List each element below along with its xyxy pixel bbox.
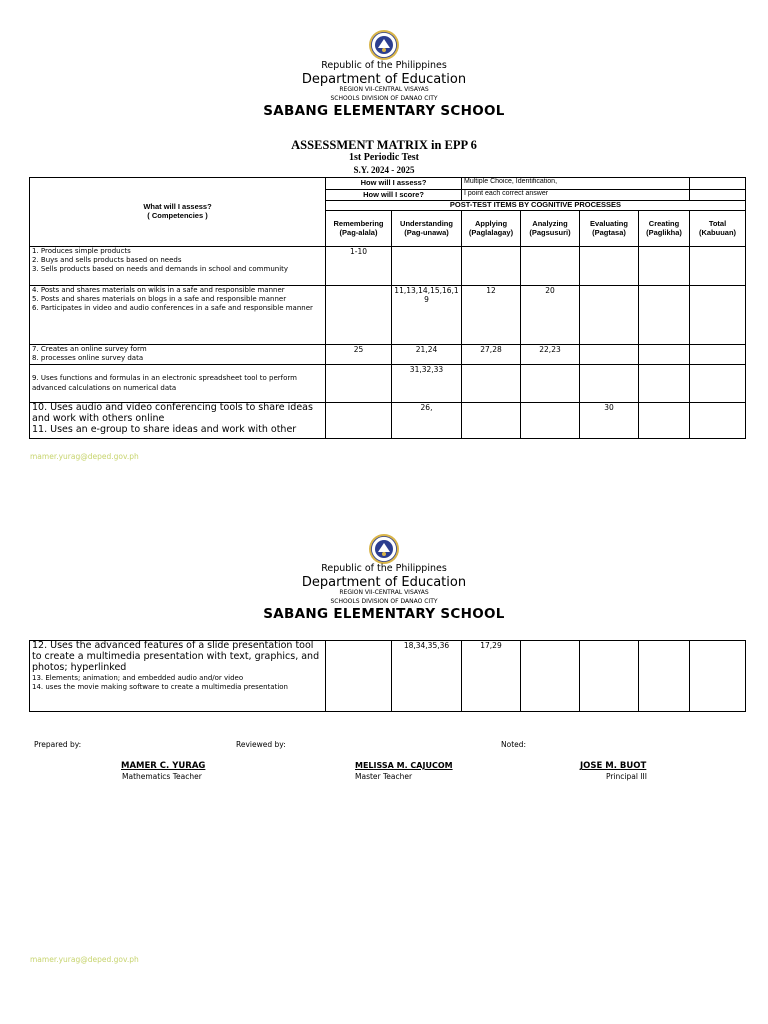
- assessment-matrix-table: [29, 177, 746, 439]
- col-applying: Applying (Paglalagay): [462, 211, 521, 247]
- reviewed-name: MELISSA M. CAJUCOM: [355, 761, 453, 770]
- prepared-name: MAMER C. YURAG: [121, 761, 206, 771]
- table-row: 7. Creates an online survey form 8. processes online survey data 25 21,24 27,28 22,23: [30, 345, 746, 365]
- periodic-test: 1st Periodic Test: [349, 152, 419, 163]
- footer-email: mamer.yurag@deped.gov.ph: [30, 452, 139, 461]
- competencies-label: ( Competencies ): [147, 211, 208, 220]
- school-name: SABANG ELEMENTARY SCHOOL: [263, 103, 505, 119]
- reviewed-label: Reviewed by:: [236, 740, 286, 749]
- region-text: REGION VII-CENTRAL VISAYAS: [339, 589, 429, 596]
- footer-email: mamer.yurag@deped.gov.ph: [30, 955, 139, 964]
- noted-role: Principal III: [606, 772, 647, 781]
- reviewed-role: Master Teacher: [355, 772, 413, 781]
- competencies-header: [30, 178, 326, 247]
- department-title: Department of Education: [301, 575, 467, 590]
- republic-text: Republic of the Philippines: [321, 563, 447, 574]
- col-understanding: Understanding (Pag-unawa): [392, 211, 462, 247]
- table-row: 4. Posts and shares materials on wikis in a safe and responsible manner 5. Posts and shares materials on blogs in a safe and responsible manner 6. Participates in video and audio conferences in a safe and responsible manner 11,13,14,15,16,19 12 20: [30, 286, 746, 345]
- col-evaluating: Evaluating (Pagtasa): [580, 211, 639, 247]
- prepared-label: Prepared by:: [34, 740, 82, 749]
- department-title: Department of Education: [301, 72, 467, 87]
- col-remembering: Remembering (Pag-alala): [326, 211, 392, 247]
- competency-cell: 12. Uses the advanced features of a slide presentation tool to create a multimedia presentation with text, graphics, and photos; hyperlinked 13. Elements; animation; and embedded audio and/or video 14. uses the movie making software to create a multimedia presentation: [30, 641, 326, 712]
- table-row: 12. Uses the advanced features of a slide presentation tool to create a multimedia presentation with text, graphics, and photos; hyperlinked 13. Elements; animation; and embedded audio and/or video 14. uses the movie making software to create a multimedia presentation 18,34,35,36 17,29: [30, 641, 746, 712]
- competency-cell: 9. Uses functions and formulas in an electronic spreadsheet tool to perform advanced calculations on numerical data: [30, 365, 326, 403]
- table-row: 1. Produces simple products 2. Buys and sells products based on needs 3. Sells products based on needs and demands in school and community 1-10: [30, 247, 746, 286]
- noted-name: JOSE M. BUOT: [580, 761, 647, 771]
- republic-text: Republic of the Philippines: [321, 60, 447, 71]
- school-year: S.Y. 2024 - 2025: [353, 165, 415, 175]
- post-test-header: POST-TEST ITEMS BY COGNITIVE PROCESSES: [326, 201, 746, 211]
- col-analyzing: Analyzing (Pagsusuri): [521, 211, 580, 247]
- col-creating: Creating (Paglikha): [639, 211, 690, 247]
- matrix-title: ASSESSMENT MATRIX in EPP 6: [291, 138, 477, 152]
- competency-cell: 4. Posts and shares materials on wikis in a safe and responsible manner 5. Posts and shares materials on blogs in a safe and responsible manner 6. Participates in video and audio conferences in a safe and responsible manner: [30, 286, 326, 345]
- noted-label: Noted:: [501, 740, 527, 749]
- col-total: Total (Kabuuan): [690, 211, 746, 247]
- deped-seal-icon: [368, 29, 400, 61]
- score-answer: I point each correct answer: [462, 190, 690, 201]
- table-row: 10. Uses audio and video conferencing tools to share ideas and work with others online 11. Uses an e-group to share ideas and work with other 26, 30: [30, 403, 746, 439]
- assess-question: How will I assess?: [326, 178, 462, 190]
- competency-cell: 7. Creates an online survey form 8. processes online survey data: [30, 345, 326, 365]
- score-question: How will I score?: [326, 190, 462, 201]
- deped-seal-icon: [368, 533, 400, 565]
- prepared-role: Mathematics Teacher: [122, 772, 202, 781]
- region-text: REGION VII-CENTRAL VISAYAS: [339, 86, 429, 93]
- what-label: What will I assess?: [143, 202, 212, 212]
- assessment-matrix-table-continued: [29, 640, 746, 712]
- table-row: 9. Uses functions and formulas in an electronic spreadsheet tool to perform advanced calculations on numerical data 31,32,33: [30, 365, 746, 403]
- competency-cell: 10. Uses audio and video conferencing tools to share ideas and work with others online 11. Uses an e-group to share ideas and work with other: [30, 403, 326, 439]
- division-text: SCHOOLS DIVISION OF DANAO CITY: [330, 95, 438, 102]
- assess-answer: Multiple Choice, Identification,: [462, 178, 690, 190]
- division-text: SCHOOLS DIVISION OF DANAO CITY: [330, 598, 438, 605]
- competency-cell: 1. Produces simple products 2. Buys and sells products based on needs 3. Sells products based on needs and demands in school and community: [30, 247, 326, 286]
- school-name: SABANG ELEMENTARY SCHOOL: [263, 606, 505, 622]
